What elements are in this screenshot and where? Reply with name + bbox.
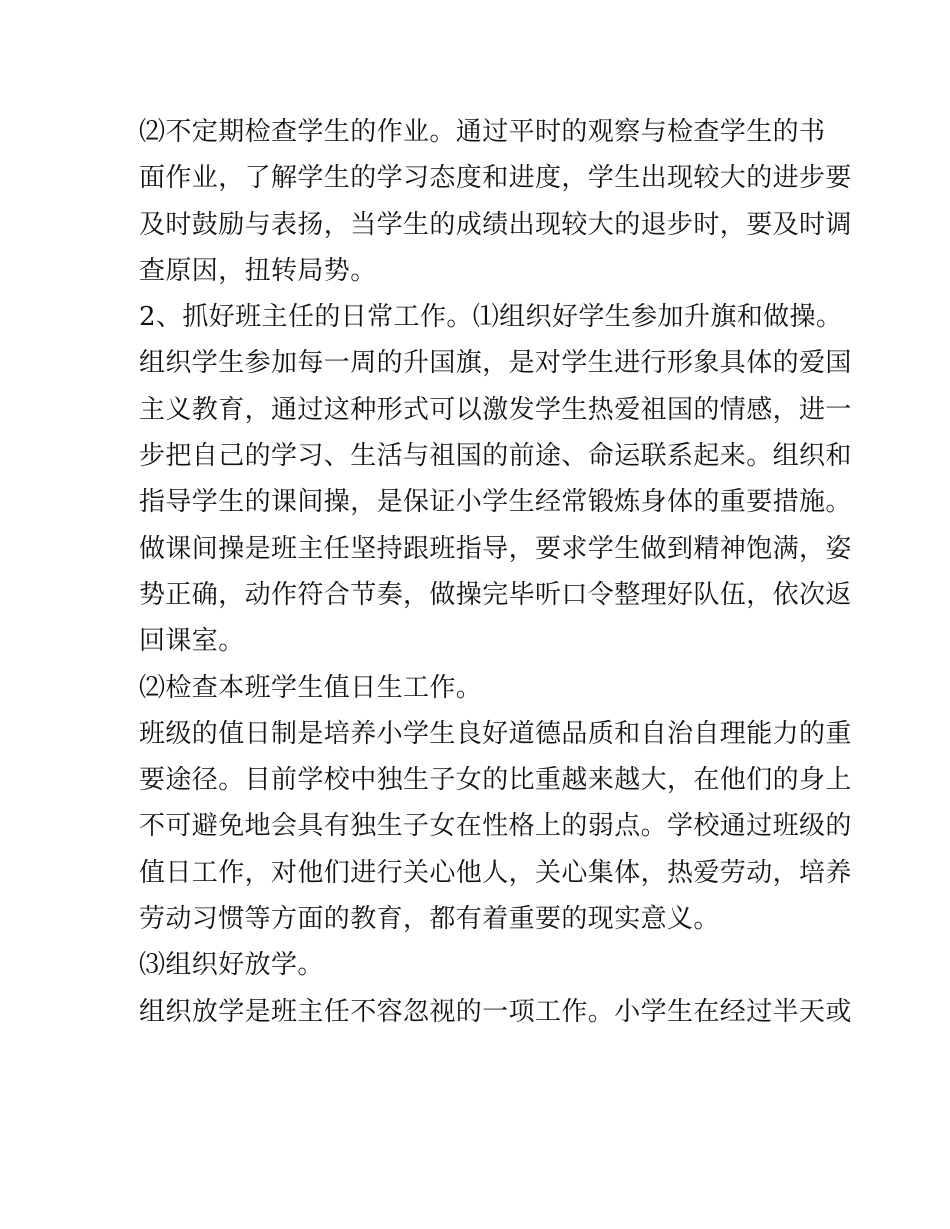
- text-line: 步把自己的学习、生活与祖国的前途、命运联系起来。组织和: [139, 441, 852, 472]
- text-line: 组织放学是班主任不容忽视的一项工作。小学生在经过半天或: [139, 996, 852, 1027]
- text-line: 做课间操是班主任坚持跟班指导，要求学生做到精神饱满，姿: [139, 533, 852, 564]
- text-line: ⑵不定期检查学生的作业。通过平时的观察与检查学生的书: [139, 117, 826, 147]
- text-line: 主义教育，通过这种形式可以激发学生热爱祖国的情感，进一: [139, 394, 852, 425]
- text-line: 组织学生参加每一周的升国旗，是对学生进行形象具体的爱国: [139, 348, 852, 379]
- text-line: 指导学生的课间操，是保证小学生经常锻炼身体的重要措施。: [139, 487, 852, 518]
- text-line: 及时鼓励与表扬，当学生的成绩出现较大的退步时，要及时调: [139, 209, 852, 240]
- text-line: 要途径。目前学校中独生子女的比重越来越大，在他们的身上: [139, 765, 852, 796]
- text-line: ⑶组织好放学。: [139, 950, 324, 981]
- text-line: 回课室。: [139, 626, 245, 657]
- text-line: 面作业，了解学生的学习态度和进度，学生出现较大的进步要: [139, 163, 852, 194]
- text-line: 查原因，扭转局势。: [139, 255, 377, 286]
- text-line: 值日工作，对他们进行关心他人，关心集体，热爱劳动，培养: [139, 857, 852, 888]
- text-line: ⑵检查本班学生值日生工作。: [139, 672, 483, 703]
- text-line: 班级的值日制是培养小学生良好道德品质和自治自理能力的重: [139, 718, 852, 749]
- text-line: 2、抓好班主任的日常工作。⑴组织好学生参加升旗和做操。: [139, 302, 843, 333]
- text-line: 劳动习惯等方面的教育，都有着重要的现实意义。: [139, 904, 720, 935]
- text-line: 势正确，动作符合节奏，做操完毕听口令整理好队伍，依次返: [139, 579, 852, 610]
- text-line: 不可避免地会具有独生子女在性格上的弱点。学校通过班级的: [139, 811, 852, 842]
- document-page: [139, 109, 852, 1035]
